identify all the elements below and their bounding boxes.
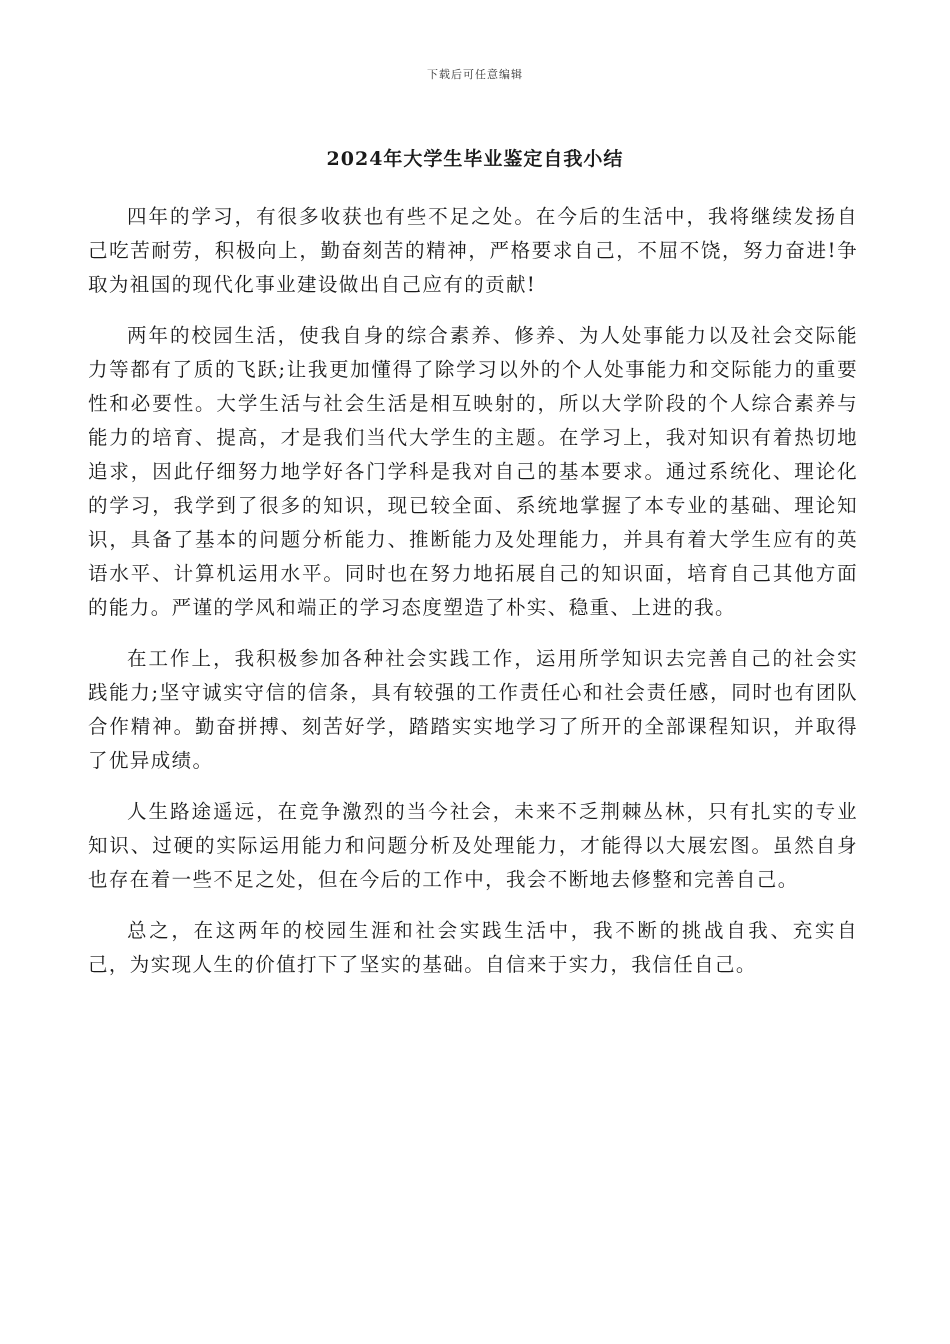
paragraph: 两年的校园生活，使我自身的综合素养、修养、为人处事能力以及社会交际能力等都有了质的飞跃;让我更加懂得了除学习以外的个人处事能力和交际能力的重要性和必要性。大学生活与社会生活是相互映射的，所以大学阶段的个人综合素养与能力的培育、提高，才是我们当代大学生的主题。在学习上，我对知识有着热切地追求，因此仔细努力地学好各门学科是我对自己的基本要求。通过系统化、理论化的学习，我学到了很多的知识，现已较全面、系统地掌握了本专业的基础、理论知识，具备了基本的问题分析能力、推断能力及处理能力，并具有着大学生应有的英语水平、计算机运用水平。同时也在努力地拓展自己的知识面，培育自己其他方面的能力。严谨的学风和端正的学习态度塑造了朴实、稳重、上进的我。 [88, 324, 858, 619]
paragraph: 人生路途遥远，在竞争激烈的当今社会，未来不乏荆棘丛林，只有扎实的专业知识、过硬的实际运用能力和问题分析及处理能力，才能得以大展宏图。虽然自身也存在着一些不足之处，但在今后的工作中，我会不断地去修整和完善自己。 [88, 800, 858, 891]
document-title: 2024年大学生毕业鉴定自我小结 [326, 148, 624, 170]
header-note: 下载后可任意编辑 [427, 68, 523, 81]
paragraph: 在工作上，我积极参加各种社会实践工作，运用所学知识去完善自己的社会实践能力;坚守诚实守信的信条，具有较强的工作责任心和社会责任感，同时也有团队合作精神。勤奋拼搏、刻苦好学，踏踏实实地学习了所开的全部课程知识，并取得了优异成绩。 [88, 647, 858, 772]
paragraph: 总之，在这两年的校园生涯和社会实践生活中，我不断的挑战自我、充实自己，为实现人生的价值打下了坚实的基础。自信来于实力，我信任自己。 [88, 919, 858, 976]
paragraph: 四年的学习，有很多收获也有些不足之处。在今后的生活中，我将继续发扬自己吃苦耐劳，积极向上，勤奋刻苦的精神，严格要求自己，不屈不饶，努力奋进!争取为祖国的现代化事业建设做出自己应有的贡献! [88, 205, 858, 296]
document-body [88, 200, 858, 999]
